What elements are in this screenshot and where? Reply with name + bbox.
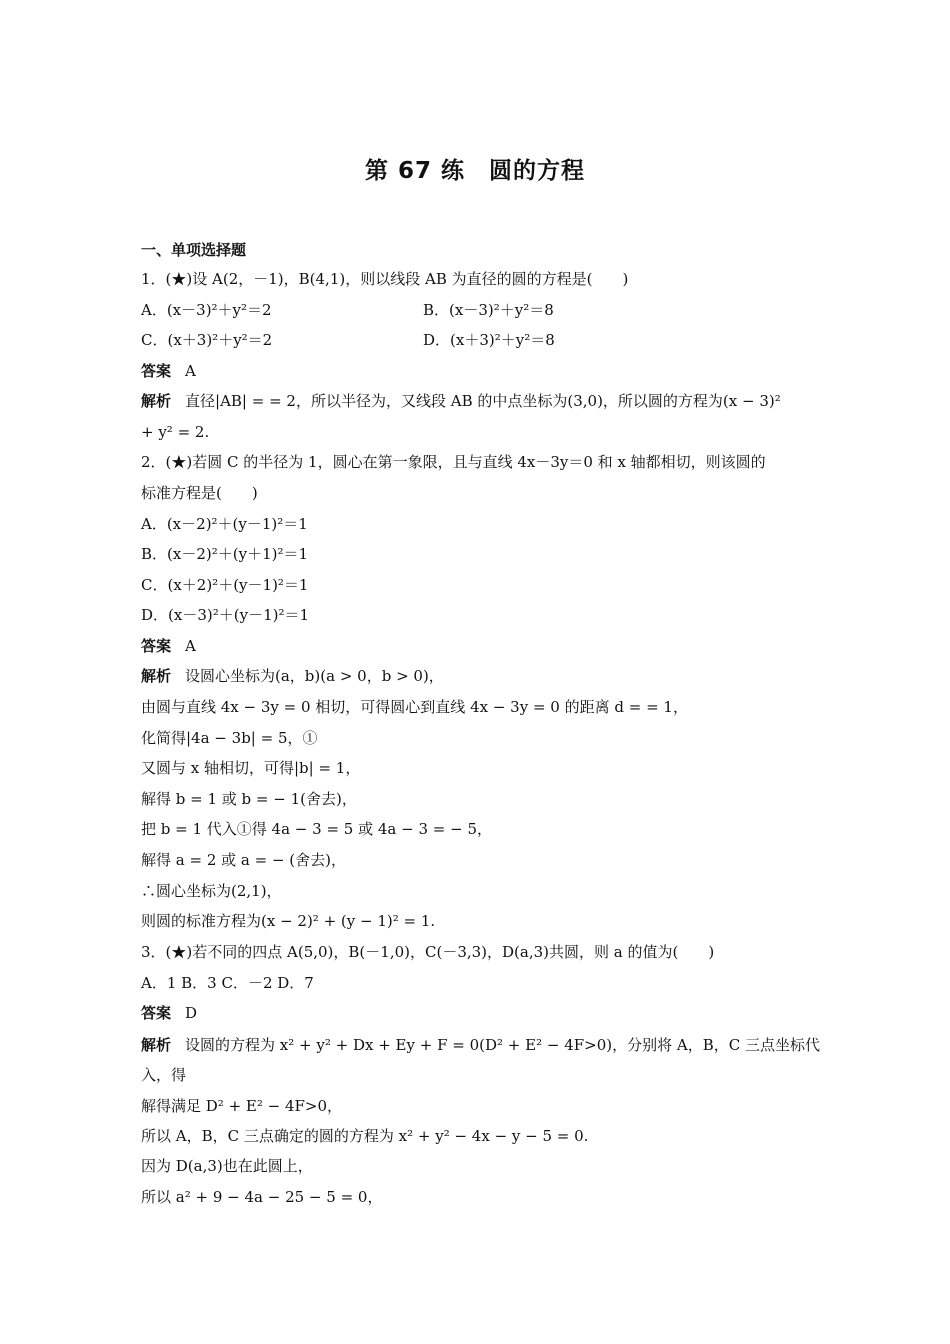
q3-answer: [141, 1003, 811, 1023]
q2-stem-line-1: 2．(★)若圆 C 的半径为 1，圆心在第一象限，且与直线 4x－3y＝0 和 x 轴都相切，则该圆的: [141, 453, 766, 471]
q3-stem: 3．(★)若不同的四点 A(5,0)，B(－1,0)，C(－3,3)，D(a,3)共圆，则 a 的值为( ): [141, 943, 715, 961]
q1-stem: 1．(★)设 A(2，－1)，B(4,1)，则以线段 AB 为直径的圆的方程是( ): [141, 270, 629, 288]
q1-analysis-line-1: [141, 391, 811, 411]
q3-analysis-line-4: 所以 A，B，C 三点确定的圆的方程为 x² + y² − 4x − y − 5 = 0.: [141, 1127, 589, 1145]
answer-label: 答案: [141, 637, 172, 655]
analysis-label: 解析: [141, 1036, 172, 1054]
q2-option-b: B．(x－2)²＋(y＋1)²＝1: [141, 545, 309, 563]
q3-analysis-text-1: 设圆的方程为 x² + y² + Dx + Ey + F = 0(D² + E² − 4F>0)，分别将 A，B，C 三点坐标代: [185, 1036, 820, 1054]
q3-analysis-line-1: [141, 1035, 820, 1055]
q3-options: A．1 B．3 C．－2 D．7: [141, 974, 314, 992]
analysis-label: 解析: [141, 667, 172, 685]
analysis-label: 解析: [141, 392, 172, 410]
q2-analysis-line-2: 由圆与直线 4x − 3y = 0 相切，可得圆心到直线 4x − 3y = 0 的距离 d = = 1，: [141, 698, 688, 716]
q2-answer: [141, 636, 811, 656]
q2-analysis-line-6: 把 b = 1 代入①得 4a − 3 = 5 或 4a − 3 = − 5，: [141, 820, 492, 838]
page-title: 第 67 练 圆的方程: [364, 158, 586, 184]
q2-analysis-line-8: ∴圆心坐标为(2,1)，: [141, 882, 282, 900]
q2-analysis-line-1: [141, 666, 811, 686]
q1-option-a: A．(x－3)²＋y²＝2: [141, 301, 272, 319]
q2-analysis-line-9: 则圆的标准方程为(x − 2)² + (y − 1)² = 1.: [141, 912, 436, 930]
q3-analysis-line-5: 因为 D(a,3)也在此圆上，: [141, 1157, 313, 1175]
answer-label: 答案: [141, 1004, 172, 1022]
q3-analysis-line-2: 入，得: [141, 1066, 187, 1084]
q3-analysis-line-3: 解得满足 D² + E² − 4F>0，: [141, 1097, 343, 1115]
q1-option-c: C．(x＋3)²＋y²＝2: [141, 331, 273, 349]
q2-option-a: A．(x－2)²＋(y－1)²＝1: [141, 515, 308, 533]
answer-label: 答案: [141, 362, 172, 380]
section-heading: 一、单项选择题: [141, 241, 247, 259]
q2-option-d: D．(x－3)²＋(y－1)²＝1: [141, 606, 310, 624]
q1-option-b: B．(x－3)²＋y²＝8: [423, 301, 554, 319]
q1-options-row-2: [141, 330, 811, 350]
q1-option-d: D．(x＋3)²＋y²＝8: [423, 331, 555, 349]
q2-analysis-line-4: 又圆与 x 轴相切，可得|b| = 1，: [141, 759, 361, 777]
q3-answer-value: D: [185, 1004, 198, 1022]
q1-answer: [141, 361, 811, 381]
q2-answer-value: A: [185, 637, 196, 655]
q2-stem-line-2: 标准方程是( ): [141, 484, 258, 502]
q1-options-row-1: [141, 300, 811, 320]
q2-analysis-text-1: 设圆心坐标为(a，b)(a > 0，b > 0)，: [185, 667, 444, 685]
q2-option-c: C．(x＋2)²＋(y－1)²＝1: [141, 576, 309, 594]
q2-analysis-line-5: 解得 b = 1 或 b = − 1(舍去)，: [141, 790, 357, 808]
q2-analysis-line-3: 化简得|4a − 3b| = 5，①: [141, 729, 318, 747]
q3-analysis-line-6: 所以 a² + 9 − 4a − 25 − 5 = 0，: [141, 1188, 383, 1206]
q1-analysis-text-1: 直径|AB| = = 2，所以半径为，又线段 AB 的中点坐标为(3,0)，所以圆的方程为(x − 3)²: [185, 392, 781, 410]
q1-answer-value: A: [185, 362, 196, 380]
q1-analysis-line-2: + y² = 2.: [141, 423, 210, 441]
q2-analysis-line-7: 解得 a = 2 或 a = − (舍去)，: [141, 851, 346, 869]
